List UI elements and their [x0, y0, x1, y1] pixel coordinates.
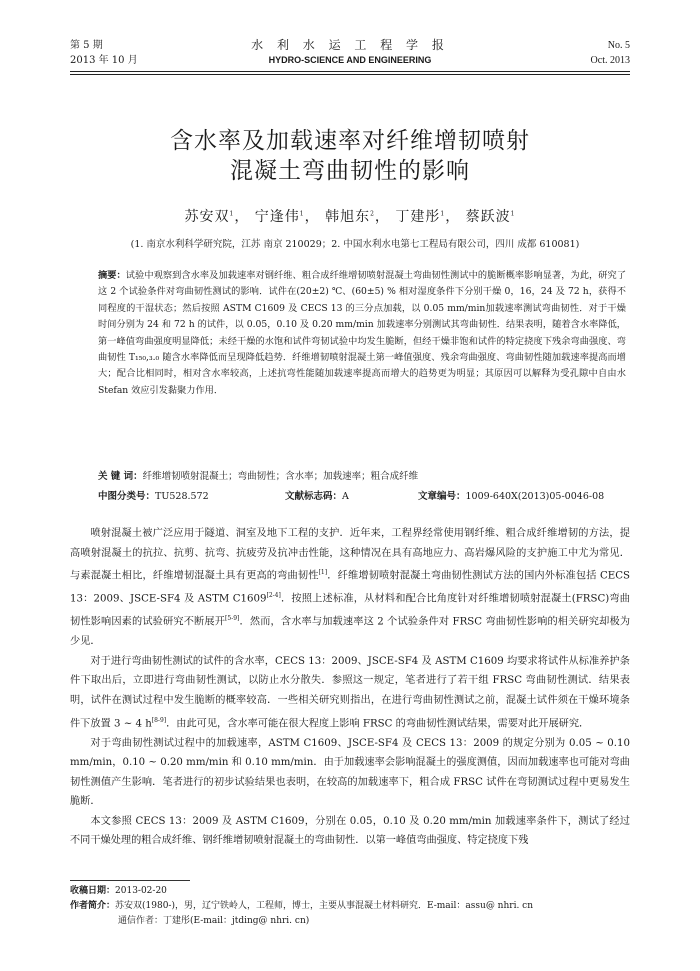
header-rule-top [70, 71, 630, 72]
author-list: 苏安双$^1$， 宁逢伟$^1$， 韩旭东$^2$， 丁建彤$^1$， 蔡跃波$^1$ [184, 209, 516, 225]
classification-row [98, 488, 626, 504]
keywords [98, 468, 626, 482]
date-en: Oct. 2013 [590, 55, 630, 66]
clc-number: 中图分类号：TU528.572 [98, 491, 209, 502]
affiliation: (1. 南京水利科学研究院，江苏 南京 210029；2. 中国水利水电第七工程局有限公司，四川 成都 610081) [130, 239, 580, 250]
author: 宁逢伟$^1$ [254, 209, 305, 225]
keywords-label: 关 键 词： [98, 471, 143, 482]
title-line-2: 混凝土弯曲韧性的影响 [230, 158, 470, 184]
abstract [98, 268, 626, 399]
citation: [1] [318, 569, 328, 577]
body-text [70, 524, 630, 851]
author: 蔡跃波$^1$ [465, 209, 516, 225]
abstract-label: 摘要： [98, 270, 126, 281]
paragraph: 喷射混凝土被广泛应用于隧道、洞室及地下工程的支护．近年来，工程界经常使用钢纤维、粗合成纤维增韧的方法，提高喷射混凝土的抗拉、抗剪、抗弯、抗疲劳及抗冲击性能，这种情况在具有高地应力、高岩爆风险的支护施工中尤为常见．与素混凝土相比，纤维增韧混凝土具有更高的弯曲韧性[1]．纤维增韧喷射混凝土弯曲韧性测试方法的国内外标准包括 CECS 13：2009、JSCE-SF4 及 ASTM C1609[2-4]．按照上述标准，从材料和配合比角度针对纤维增韧喷射混凝土(FRSC)弯曲韧性影响因素的试验研究不断展开[5-9]．然而，含水率与加载速率这 2 个试验条件对 FRSC 弯曲韧性影响的相关研究却极为少见． [70, 528, 631, 648]
citation: [8-9] [151, 716, 167, 724]
footnote-rule [70, 880, 190, 881]
header-center [70, 38, 630, 68]
paper-title [70, 126, 630, 186]
header-right [591, 38, 630, 68]
header-rule-bottom [70, 74, 630, 75]
received-date: 收稿日期：2013-02-20 [70, 886, 167, 896]
issue-en: No. 5 [607, 40, 630, 51]
issue-cn: 第 5 期 [70, 40, 103, 51]
abstract-text: 试验中观察到含水率及加载速率对钢纤维、粗合成纤维增韧喷射混凝土弯曲韧性测试中的脆断概率影响显著，为此，研究了这 2 个试验条件对弯曲韧性测试的影响．试件在(20±2) ℃、(60±5) % 相对湿度条件下分别干燥 0，16，24 及 72 h，获得不同程度的干湿状态；然后按照 ASTM C1609 及 CECS 13 的三分点加载，以 0.05 mm/min加载速率测试弯曲韧性．对于干燥时间分别为 24 和 72 h 的试件，以 0.05，0.10 及 0.20 mm/min 加载速率分别测试其弯曲韧性．结果表明，随着含水率降低，第一峰值弯曲强度明显降低；未经干燥的水饱和试件弯韧试验中均发生脆断，但经干燥非饱和试件的特定挠度下残余弯曲强度、弯曲韧性 T₁₅₀,₃.₀ 随含水率降低而呈现降低趋势．纤维增韧喷射混凝土第一峰值强度、残余弯曲强度、弯曲韧性随加载速率提高而增大；配合比相同时，相对含水率较高，上述抗弯性能随加载速率提高而增大的趋势更为明显；其原因可以解释为受孔隙中自由水 Stefan 效应引发黏聚力作用． [98, 270, 627, 396]
author: 丁建彤$^1$ [395, 209, 446, 225]
paragraph: 对于进行弯曲韧性测试的试件的含水率，CECS 13：2009、JSCE-SF4 及 ASTM C1609 均要求将试件从标准养护条件下取出后，立即进行弯曲韧性测试，以防止水分散失．参照这一规定，笔者进行了若干组 FRSC 弯曲韧性测试．结果表明，试件在测试过程中发生脆断的概率较高．一些相关研究则指出，在进行弯曲韧性测试之前，混凝土试件须在干燥环境条件下放置 3 ~ 4 h[8-9]．由此可见，含水率可能在很大程度上影响 FRSC 的弯曲韧性测试结果，需要对此开展研究． [70, 655, 630, 729]
article-number: 文章编号：1009-640X(2013)05-0046-08 [418, 491, 605, 502]
corresponding-author: 通信作者：丁建彤(E-mail：jtding@ nhri. cn) [118, 916, 310, 926]
author-bio: 作者简介：苏安双(1980-)，男，辽宁铁岭人，工程师，博士，主要从事混凝土材料研究．E-mail：assu@ nhri. cn [70, 901, 534, 911]
running-header [70, 38, 630, 70]
paragraph: 对于弯曲韧性测试过程中的加载速率，ASTM C1609、JSCE-SF4 及 CECS 13：2009 的规定分别为 0.05 ~ 0.10 mm/min，0.10 ~ 0.20 mm/min 和 0.10 mm/min．由于加载速率会影响混凝土的强度测值，因而加载速率也可能对弯曲韧性测值产生影响．笔者进行的初步试验结果也表明，在较高的加载速率下，粗合成 FRSC 试件在弯韧测试过程中更易发生脆断． [70, 737, 630, 808]
journal-name-cn: 水 利 水 运 工 程 学 报 [251, 38, 449, 52]
author: 苏安双$^1$ [184, 209, 235, 225]
document-code: 文献标志码：A [285, 491, 349, 502]
keywords-text: 纤维增韧喷射混凝土；弯曲韧性；含水率；加载速率；粗合成纤维 [142, 471, 419, 482]
title-line-1: 含水率及加载速率对纤维增韧喷射 [170, 128, 530, 154]
paragraph: 本文参照 CECS 13：2009 及 ASTM C1609，分别在 0.05，0.10 及 0.20 mm/min 加载速率条件下，测试了经过不同干燥处理的粗合成纤维、钢纤维增韧喷射混凝土的弯曲韧性．以第一峰值弯曲强度、特定挠度下残 [70, 815, 630, 847]
citation: [5-9] [225, 615, 240, 623]
author: 韩旭东$^2$ [325, 209, 375, 225]
citation: [2-4] [266, 592, 281, 600]
date-cn: 2013 年 10 月 [70, 55, 138, 66]
journal-name-en: HYDRO-SCIENCE AND ENGINEERING [268, 55, 432, 65]
